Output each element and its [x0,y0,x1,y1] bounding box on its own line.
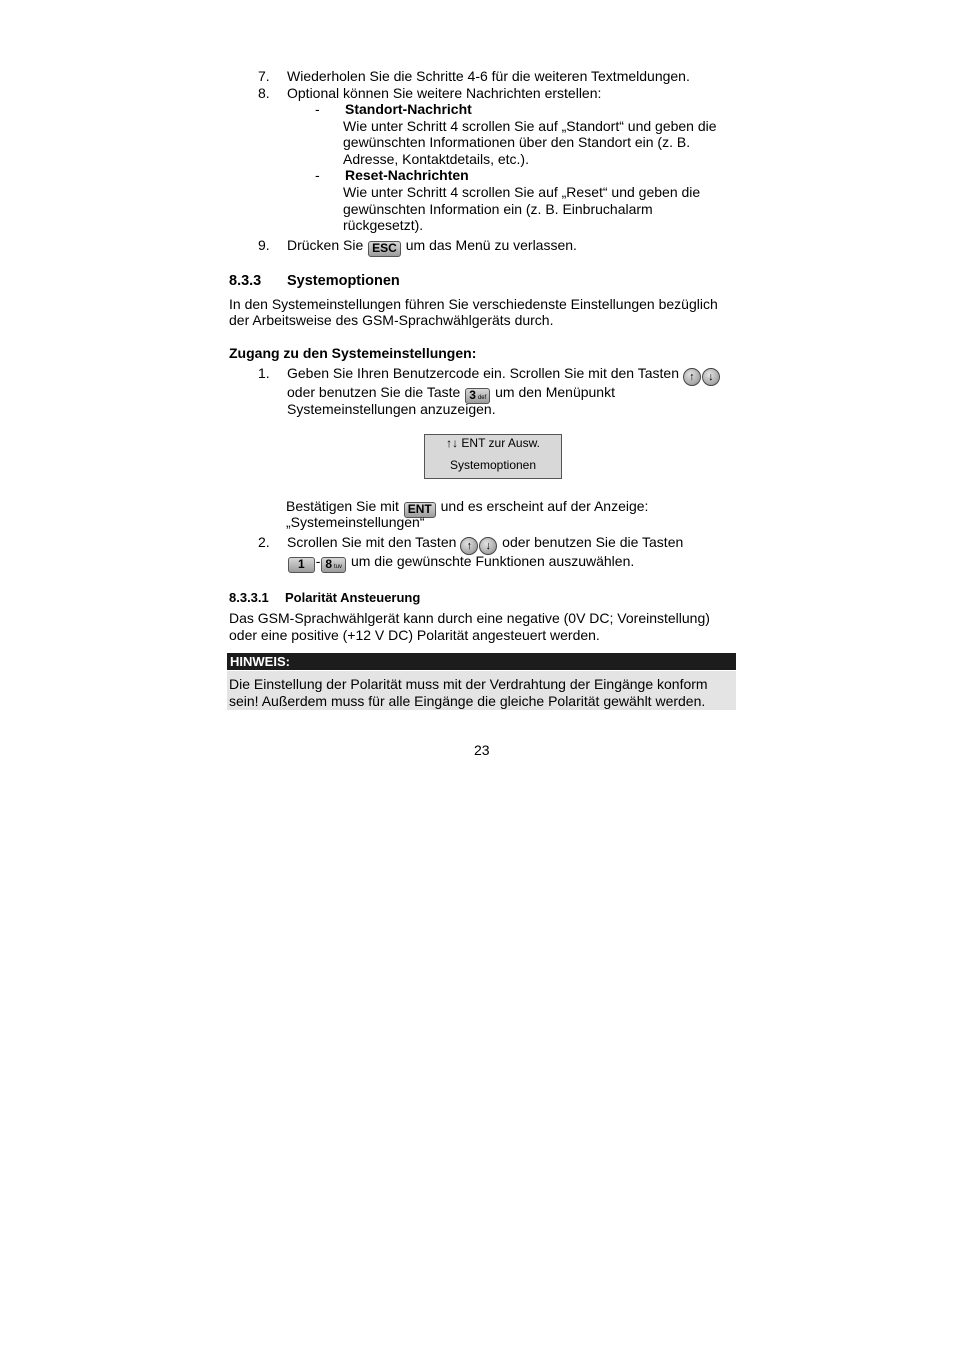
step-2-line2: 1 - 8 tuv um die gewünschte Funktionen auszuwählen. [287,553,634,571]
step-2-line1: Scrollen Sie mit den Tasten ↑ ↓ oder benutzen Sie die Tasten [287,534,683,553]
key-3-icon: 3 def [465,388,490,404]
step-number: 2. [258,534,270,550]
sub-item-text: Adresse, Kontaktdetails, etc.). [343,151,529,167]
access-heading: Zugang zu den Systemeinstellungen: [229,345,477,361]
polarity-text: Das GSM-Sprachwählgerät kann durch eine negative (0V DC; Voreinstellung) [229,610,710,626]
page-number: 23 [474,742,490,758]
step-9 [258,237,577,255]
step-text: Drücken Sie ESC um das Menü zu verlassen. [287,237,577,255]
step-1-line2: oder benutzen Sie die Taste 3 def um den Menüpunkt [287,384,615,402]
list-dash: - [315,167,320,183]
arrow-up-key-icon: ↑ [460,537,478,555]
section-number: 8.3.3 [229,273,262,289]
step-7 [258,68,690,85]
lcd-display [424,434,562,479]
arrow-down-key-icon: ↓ [479,537,497,555]
intro-text: In den Systemeinstellungen führen Sie verschiedenste Einstellungen bezüglich [229,296,718,312]
subsection-heading [229,589,421,606]
sub-item-title: Reset-Nachrichten [345,167,469,183]
step-text: Wiederholen Sie die Schritte 4-6 für die weiteren Textmeldungen. [287,68,690,84]
intro-text: der Arbeitsweise des GSM-Sprachwählgeräts durch. [229,312,554,328]
list-dash: - [315,101,320,117]
step-number: 1. [258,365,270,381]
esc-key-icon: ESC [368,241,401,257]
sub-item-text: gewünschten Information ein (z. B. Einbruchalarm [343,201,653,217]
arrow-up-key-icon: ↑ [683,368,701,386]
lcd-line-2: Systemoptionen [449,458,537,472]
hinweis-box [227,671,736,710]
step-1-line1: Geben Sie Ihren Benutzercode ein. Scrollen Sie mit den Tasten ↑ ↓ [287,365,721,384]
section-title: Systemoptionen [287,273,400,289]
hinweis-text: Die Einstellung der Polarität muss mit der Verdrahtung der Eingänge konform [229,676,708,692]
hinweis-label: HINWEIS: [230,654,290,669]
step-number: 7. [258,68,270,84]
sub-item-text: Wie unter Schritt 4 scrollen Sie auf „Standort“ und geben die [343,118,717,134]
step-number: 9. [258,237,270,253]
sub-item-title: Standort-Nachricht [345,101,472,117]
sub-item-text: gewünschten Informationen über den Standort ein (z. B. [343,134,691,150]
hinweis-text: sein! Außerdem muss für alle Eingänge die gleiche Polarität gewählt werden. [229,693,706,709]
key-8-icon: 8 tuv [321,557,346,573]
polarity-text: oder eine positive (+12 V DC) Polarität angesteuert werden. [229,627,600,643]
key-1-icon: 1 [288,557,315,573]
hinweis-label-bar [227,653,736,670]
section-heading [229,273,400,290]
step-1-line3: Systemeinstellungen anzuzeigen. [287,401,496,417]
ent-key-icon: ENT [404,502,436,518]
arrow-down-key-icon: ↓ [702,368,720,386]
sub-item-text: Wie unter Schritt 4 scrollen Sie auf „Reset“ und geben die [343,184,701,200]
subsection-title: Polarität Ansteuerung [285,590,421,605]
lcd-line-1: ↑↓ ENT zur Ausw. [446,436,540,450]
confirm-line2: „Systemeinstellungen“ [286,514,425,530]
step-number: 8. [258,85,270,101]
step-8 [258,85,602,102]
subsection-number: 8.3.3.1 [229,590,269,605]
step-text: Optional können Sie weitere Nachrichten erstellen: [287,85,602,101]
confirm-line1: Bestätigen Sie mit ENT und es erscheint auf der Anzeige: [286,498,649,516]
sub-item-text: rückgesetzt). [343,217,424,233]
